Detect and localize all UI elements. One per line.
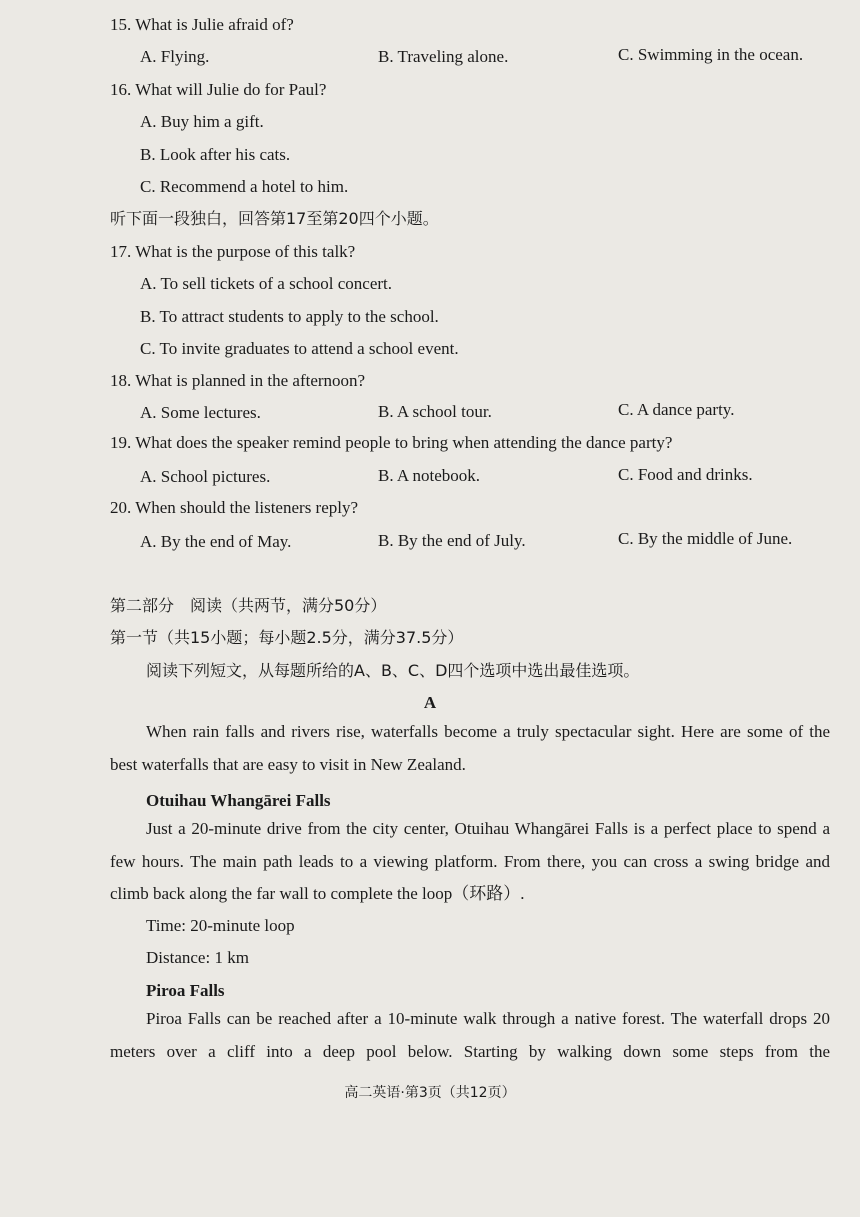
option-16b: B. Look after his cats.	[140, 145, 291, 164]
question-18: 18. What is planned in the afternoon?	[110, 371, 366, 390]
section1-title: 第一节（共15小题；每小题2.5分，满分37.5分）	[110, 628, 464, 647]
falls1-heading: Otuihau Whangārei Falls	[146, 791, 331, 810]
option-16a: A. Buy him a gift.	[140, 112, 264, 131]
option-20c: C. By the middle of June.	[618, 529, 793, 548]
falls1-distance: Distance: 1 km	[146, 948, 249, 967]
option-15b: B. Traveling alone.	[378, 47, 509, 66]
option-20a: A. By the end of May.	[140, 532, 292, 551]
option-17a: A. To sell tickets of a school concert.	[140, 274, 393, 293]
option-17b: B. To attract students to apply to the school.	[140, 307, 439, 326]
falls2-description: Piroa Falls can be reached after a 10-minute walk through a native forest. The waterfall drops 20 meters over a cliff into a deep pool below. Starting by walking down some steps from the	[110, 1009, 830, 1061]
option-20b: B. By the end of July.	[378, 531, 526, 550]
part2-title: 第二部分 阅读（共两节，满分50分）	[110, 596, 387, 615]
monologue-instruction: 听下面一段独白，回答第17至第20四个小题。	[110, 209, 439, 228]
option-16c: C. Recommend a hotel to him.	[140, 177, 349, 196]
option-18c: C. A dance party.	[618, 400, 735, 419]
option-18b: B. A school tour.	[378, 402, 492, 421]
passage-label: A	[423, 693, 437, 712]
question-20: 20. When should the listeners reply?	[110, 498, 359, 517]
reading-instruction: 阅读下列短文，从每题所给的A、B、C、D四个选项中选出最佳选项。	[146, 661, 640, 680]
question-17: 17. What is the purpose of this talk?	[110, 242, 356, 261]
question-15: 15. What is Julie afraid of?	[110, 15, 294, 34]
option-19b: B. A notebook.	[378, 466, 481, 485]
option-15a: A. Flying.	[140, 47, 210, 66]
option-19a: A. School pictures.	[140, 467, 271, 486]
falls1-time: Time: 20-minute loop	[146, 916, 295, 935]
page-footer: 高二英语·第3页（共12页）	[344, 1085, 516, 1101]
falls1-description: Just a 20-minute drive from the city center, Otuihau Whangārei Falls is a perfect place to spend a few hours. The main path leads to a viewing platform. From there, you can cross a swing bridge and climb back along the far wall to complete the loop（环路）.	[110, 819, 830, 903]
option-19c: C. Food and drinks.	[618, 465, 753, 484]
option-17c: C. To invite graduates to attend a school event.	[140, 339, 459, 358]
passage-intro: When rain falls and rivers rise, waterfalls become a truly spectacular sight. Here are some of the best waterfalls that are easy to visit in New Zealand.	[110, 722, 830, 774]
question-16: 16. What will Julie do for Paul?	[110, 80, 327, 99]
falls2-heading: Piroa Falls	[146, 981, 225, 1000]
question-19: 19. What does the speaker remind people to bring when attending the dance party?	[110, 433, 673, 452]
option-15c: C. Swimming in the ocean.	[618, 45, 804, 64]
option-18a: A. Some lectures.	[140, 403, 261, 422]
